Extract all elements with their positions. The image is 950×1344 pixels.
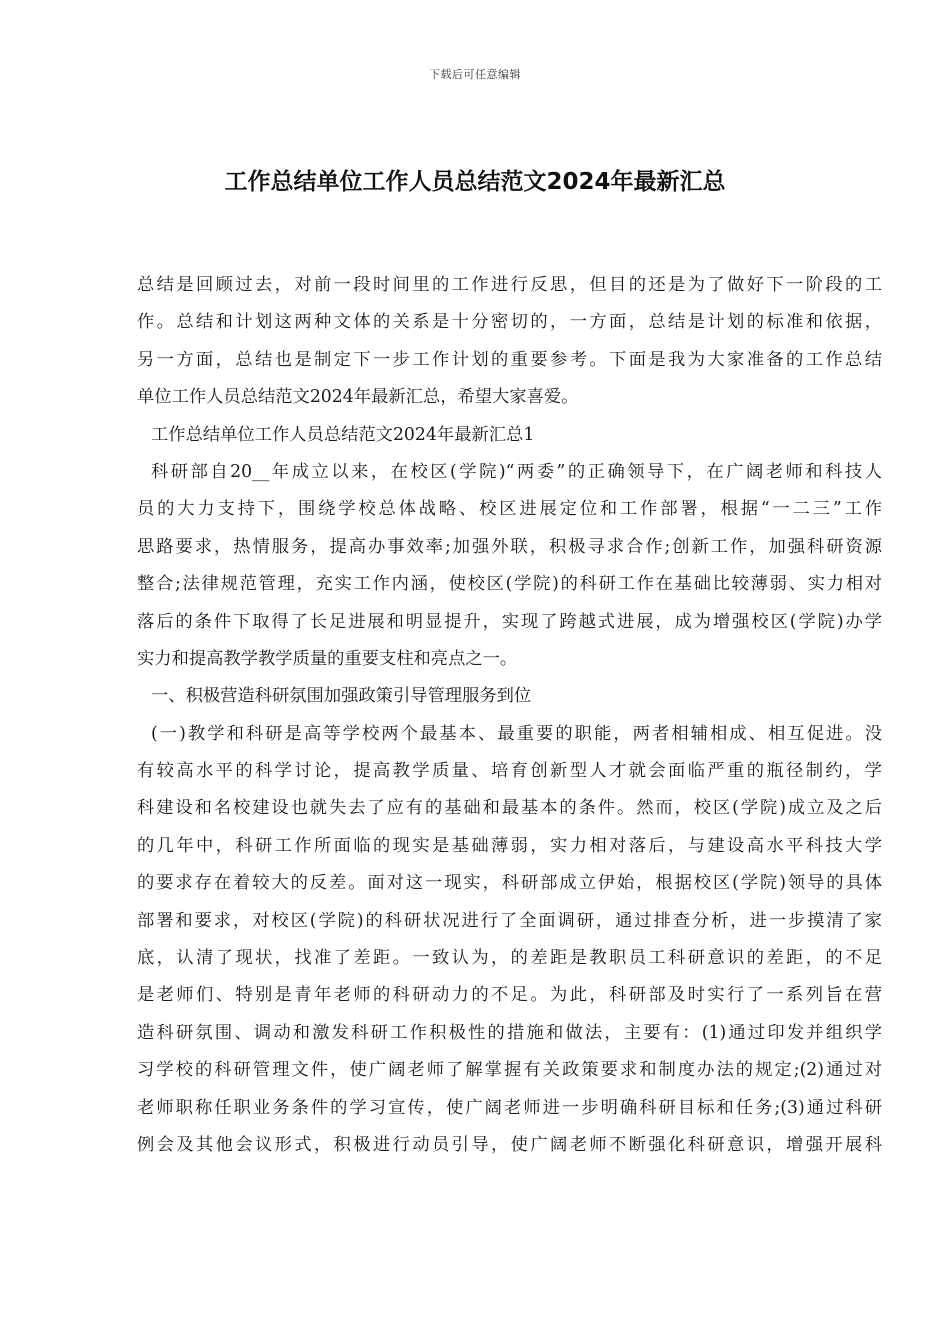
text-line: 造科研氛围、调动和激发科研工作积极性的措施和做法，主要有：(1)通过印发并组织学	[137, 1022, 882, 1043]
text-line: 员的大力支持下，围绕学校总体战略、校区进展定位和工作部署，根据“一二三”工作	[137, 499, 882, 520]
text-line: 单位工作人员总结范文2024年最新汇总，希望大家喜爱。	[137, 387, 579, 408]
text-line: 的几年中，科研工作所面临的现实是基础薄弱，实力相对落后，与建设高水平科技大学	[137, 835, 882, 856]
text-line: 有较高水平的科学讨论，提高教学质量、培育创新型人才就会面临严重的瓶径制约，学	[137, 761, 882, 782]
text-line: 例会及其他会议形式，积极进行动员引导，使广阔老师不断强化科研意识，增强开展科	[137, 1134, 882, 1155]
text-line: 是老师们、特别是青年老师的科研动力的不足。为此，科研部及时实行了一系列旨在营	[137, 985, 882, 1006]
header-note: 下载后可任意编辑	[429, 68, 521, 81]
document-title: 工作总结单位工作人员总结范文2024年最新汇总	[224, 169, 726, 195]
text-line: 科建设和名校建设也就失去了应有的基础和最基本的条件。然而，校区(学院)成立及之后	[137, 798, 882, 819]
text-line: 科研部自20__年成立以来，在校区(学院)“两委”的正确领导下，在广阔老师和科技人	[151, 461, 882, 482]
text-line: 习学校的科研管理文件，使广阔老师了解掌握有关政策要求和制度办法的规定;(2)通过对	[137, 1060, 882, 1081]
text-line: 老师职称任职业务条件的学习宣传，使广阔老师进一步明确科研目标和任务;(3)通过科研	[137, 1097, 882, 1118]
text-line: 思路要求，热情服务，提高办事效率;加强外联，积极寻求合作;创新工作，加强科研资源	[137, 536, 882, 557]
text-line: 实力和提高教学教学质量的重要支柱和亮点之一。	[137, 648, 518, 669]
text-line: 落后的条件下取得了长足进展和明显提升，实现了跨越式进展，成为增强校区(学院)办学	[137, 611, 882, 632]
text-line: 的要求存在着较大的反差。面对这一现实，科研部成立伊始，根据校区(学院)领导的具体	[137, 873, 882, 894]
text-line: 底，认清了现状，找准了差距。一致认为，的差距是教职员工科研意识的差距，的不足	[137, 948, 882, 969]
text-line: 总结是回顾过去，对前一段时间里的工作进行反思，但目的还是为了做好下一阶段的工	[137, 275, 882, 295]
text-line: (一)教学和科研是高等学校两个最基本、最重要的职能，两者相辅相成、相互促进。没	[151, 723, 882, 744]
text-line: 另一方面，总结也是制定下一步工作计划的重要参考。下面是我为大家准备的工作总结	[137, 349, 882, 370]
text-line: 工作总结单位工作人员总结范文2024年最新汇总1	[151, 424, 535, 445]
document-body	[137, 267, 882, 1164]
text-line: 整合;法律规范管理，充实工作内涵，使校区(学院)的科研工作在基础比较薄弱、实力相对	[137, 574, 882, 595]
text-line: 部署和要求，对校区(学院)的科研状况进行了全面调研，通过排查分析，进一步摸清了家	[137, 910, 882, 931]
text-line: 作。总结和计划这两种文体的关系是十分密切的，一方面，总结是计划的标准和依据，	[137, 312, 882, 333]
text-line: 一、积极营造科研氛围加强政策引导管理服务到位	[151, 686, 532, 707]
